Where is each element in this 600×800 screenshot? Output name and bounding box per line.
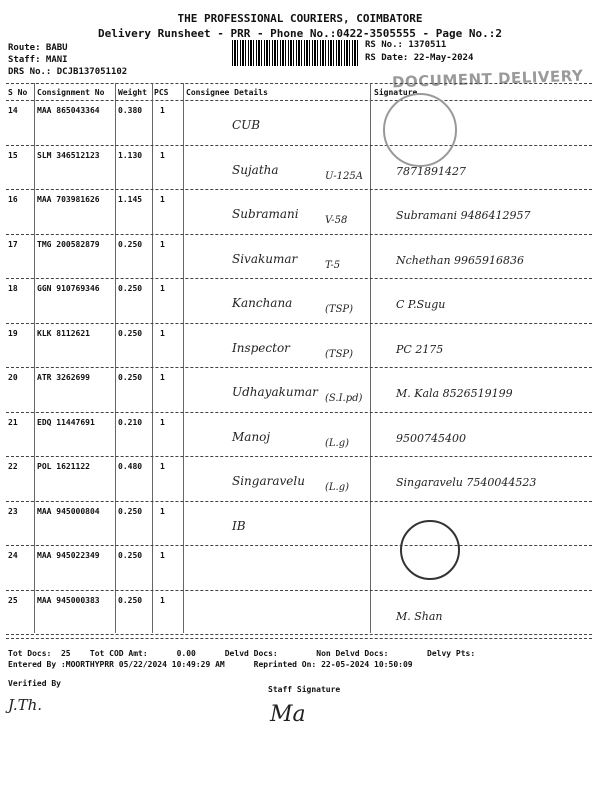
row-pcs: 1	[160, 506, 165, 516]
row-sno: 22	[8, 462, 18, 471]
row-signature: Nchethan 9965916836	[396, 253, 525, 267]
row-signature: M. Shan	[396, 609, 443, 623]
row-divider	[6, 323, 592, 324]
row-weight: 0.210	[118, 417, 143, 427]
col-header-consignee: Consignee Details	[186, 88, 268, 97]
document-subtitle: Delivery Runsheet - PRR - Phone No.:0422-3505555 - Page No.:2	[98, 27, 502, 40]
table-header-rule	[6, 100, 592, 101]
row-signature: Subramani 9486412957	[396, 209, 531, 222]
row-weight: 0.250	[118, 506, 143, 516]
row-sno: 15	[8, 150, 18, 160]
row-note: U-125A	[325, 170, 363, 182]
row-consignment-no: SLM 346512123	[37, 150, 100, 160]
row-sno: 21	[8, 417, 18, 427]
row-pcs: 1	[160, 150, 165, 160]
row-divider	[6, 456, 592, 457]
row-pcs: 1	[160, 551, 165, 560]
verified-by-label: Verified By	[8, 679, 61, 688]
row-signature: 7871891427	[396, 164, 466, 178]
row-consignment-no: EDQ 11447691	[37, 417, 95, 427]
row-weight: 1.130	[118, 150, 143, 160]
row-pcs: 1	[160, 462, 165, 471]
row-sno: 17	[8, 239, 18, 249]
row-divider	[6, 234, 592, 235]
row-pcs: 1	[160, 106, 165, 115]
row-consignee: Sivakumar	[232, 251, 298, 266]
column-divider	[152, 83, 153, 633]
row-note: (L.g)	[325, 437, 350, 449]
row-signature: C P.Sugu	[396, 298, 446, 311]
totals-line: Tot Docs: 25 Tot COD Amt: 0.00 Delvd Docs: Non Delvd Docs: Delvy Pts:	[8, 649, 476, 658]
row-consignee: Sujatha	[232, 162, 279, 177]
row-consignment-no: MAA 703981626	[37, 195, 100, 204]
row-weight: 0.250	[118, 284, 143, 293]
row-weight: 0.480	[118, 462, 143, 471]
col-header-sno: S No	[8, 88, 28, 97]
row-weight: 0.380	[118, 106, 143, 115]
row-consignee: Singaravelu	[232, 474, 305, 488]
table-bottom-rule	[6, 638, 592, 639]
row-weight: 1.145	[118, 195, 143, 204]
col-header-weight: Weight	[118, 88, 147, 97]
row-sno: 20	[8, 373, 18, 382]
row-divider	[6, 634, 592, 635]
row-consignment-no: MAA 945022349	[37, 551, 100, 560]
row-sno: 18	[8, 284, 18, 293]
row-consignment-no: POL 1621122	[37, 462, 90, 471]
staff-label: Staff: MANI	[8, 55, 68, 65]
document-delivery-stamp: DOCUMENT DELIVERY	[391, 66, 584, 92]
row-pcs: 1	[160, 417, 165, 427]
row-sno: 14	[8, 106, 18, 115]
col-header-signature: Signature	[374, 88, 418, 97]
col-header-consignment: Consignment No	[37, 88, 105, 97]
column-divider	[183, 83, 184, 633]
rs-date: RS Date: 22-May-2024	[365, 53, 474, 63]
row-consignee: Manoj	[232, 429, 271, 444]
staff-signature-label: Staff Signature	[268, 685, 341, 694]
row-pcs: 1	[160, 595, 165, 605]
row-signature: 9500745400	[396, 431, 466, 445]
row-signature: Singaravelu 7540044523	[396, 476, 537, 489]
row-sno: 24	[8, 551, 18, 560]
row-sno: 23	[8, 506, 18, 516]
row-consignee: Udhayakumar	[232, 385, 318, 399]
row-signature: PC 2175	[396, 342, 444, 356]
row-note: V-58	[325, 215, 348, 226]
row-note: T-5	[325, 259, 341, 271]
row-weight: 0.250	[118, 373, 143, 382]
staff-signature: Ma	[270, 702, 306, 727]
column-divider	[370, 83, 371, 633]
row-divider	[6, 545, 592, 546]
row-consignee: Kanchana	[232, 296, 293, 310]
barcode	[232, 40, 360, 66]
column-divider	[34, 83, 35, 633]
row-note: (S.I.pd)	[325, 393, 363, 404]
row-divider	[6, 501, 592, 502]
row-consignee: CUB	[232, 118, 261, 132]
row-sno: 25	[8, 595, 18, 605]
row-sno: 16	[8, 195, 18, 204]
row-sno: 19	[8, 328, 18, 338]
row-note: (TSP)	[325, 304, 354, 315]
row-consignee: IB	[232, 518, 246, 533]
table-top-rule	[6, 83, 592, 84]
column-divider	[115, 83, 116, 633]
row-weight: 0.250	[118, 551, 143, 560]
row-weight: 0.250	[118, 328, 143, 338]
row-divider	[6, 189, 592, 190]
row-consignment-no: KLK 8112621	[37, 328, 90, 338]
row-pcs: 1	[160, 195, 165, 204]
row-consignment-no: MAA 945000804	[37, 506, 100, 516]
row-pcs: 1	[160, 373, 165, 382]
entered-by-line: Entered By :MOORTHYPRR 05/22/2024 10:49:29 AM Reprinted On: 22-05-2024 10:50:09	[8, 660, 413, 669]
row-consignment-no: GGN 910769346	[37, 284, 100, 293]
row-divider	[6, 590, 592, 591]
row-consignment-no: MAA 865043364	[37, 106, 100, 115]
drs-label: DRS No.: DCJB137051102	[8, 67, 128, 77]
row-divider	[6, 367, 592, 368]
row-weight: 0.250	[118, 595, 143, 605]
row-note: (TSP)	[325, 348, 354, 360]
rs-number: RS No.: 1370511	[365, 40, 447, 50]
bank-round-stamp	[383, 93, 457, 167]
row-consignment-no: ATR 3262699	[37, 373, 90, 382]
row-note: (L.g)	[325, 482, 350, 493]
row-signature: M. Kala 8526519199	[396, 387, 513, 400]
document-title: THE PROFESSIONAL COURIERS, COIMBATORE	[177, 12, 423, 25]
verified-signature: J.Th.	[8, 696, 43, 714]
row-consignment-no: MAA 945000383	[37, 595, 100, 605]
row-consignee: Inspector	[232, 340, 290, 355]
route-label: Route: BABU	[8, 43, 68, 53]
row-pcs: 1	[160, 328, 165, 338]
row-divider	[6, 412, 592, 413]
col-header-pcs: PCS	[154, 88, 169, 97]
row-divider	[6, 145, 592, 146]
row-consignee: Subramani	[232, 207, 299, 221]
row-weight: 0.250	[118, 239, 143, 249]
row-divider	[6, 278, 592, 279]
row-pcs: 1	[160, 284, 165, 293]
indian-bank-seal	[400, 520, 460, 580]
row-pcs: 1	[160, 239, 165, 249]
row-consignment-no: TMG 200582879	[37, 239, 100, 249]
